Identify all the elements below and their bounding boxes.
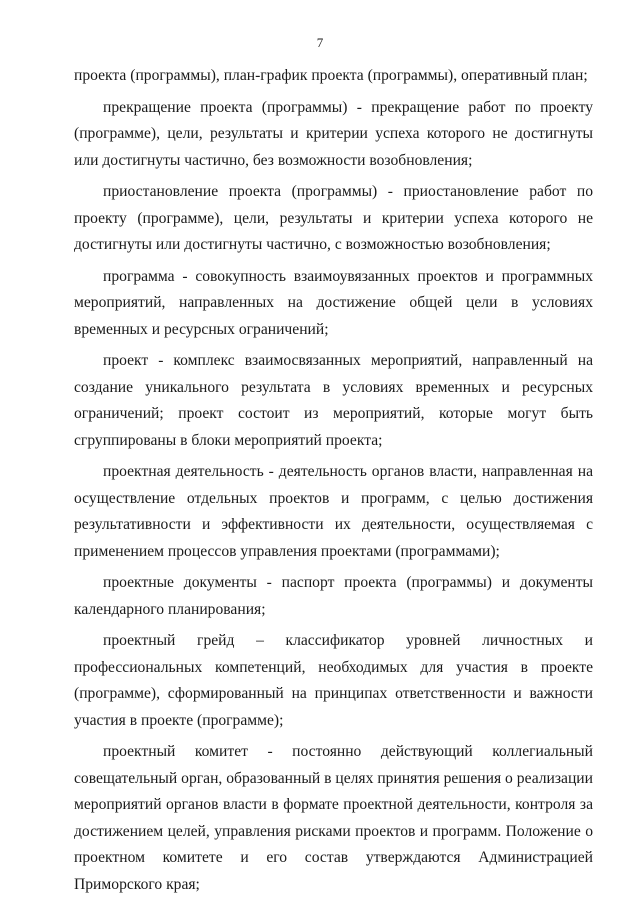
paragraph-project-documents-definition: проектные документы - паспорт проекта (программы) и документы календарного планирования; — [74, 574, 593, 618]
paragraph-suspension-definition: приостановление проекта (программы) - приостановление работ по проекту (программе), цели, результаты и критерии успеха которого не достигнуты или достигнуты частично, с возможностью возобновления; — [74, 183, 593, 253]
page-number: 7 — [316, 35, 324, 50]
paragraph-program-definition: программа - совокупность взаимоувязанных проектов и программных мероприятий, направленных на достижение общей цели в условиях временных и ресурсных ограничений; — [74, 267, 593, 338]
paragraph-project-grade-definition: проектный грейд – классификатор уровней личностных и профессиональных компетенций, необходимых для участия в проекте (программе), сформированный на принципах ответственности и важности участия в проекте (программе); — [74, 632, 593, 729]
paragraph-continuation: проекта (программы), план-график проекта (программы), оперативный план; — [74, 67, 588, 84]
paragraph-project-definition: проект - комплекс взаимосвязанных мероприятий, направленный на создание уникального результата в условиях временных и ресурсных ограничений; проект состоит из мероприятий, которые могут быть сгруппированы в блоки мероприятий проекта; — [74, 352, 593, 449]
paragraph-project-activity-definition: проектная деятельность - деятельность органов власти, направленная на осуществление отдельных проектов и программ, с целью достижения результативности и эффективности их деятельности, осуществляемая с применением процессов управления проектами (программами); — [74, 463, 593, 560]
paragraph-termination-definition: прекращение проекта (программы) - прекращение работ по проекту (программе), цели, результаты и критерии успеха которого не достигнуты или достигнуты частично, без возможности возобновления; — [74, 98, 593, 169]
document-body — [74, 63, 593, 903]
paragraph-project-committee-definition: проектный комитет - постоянно действующий коллегиальный совещательный орган, образованный в целях принятия решения о реализации мероприятий органов власти в формате проектной деятельности, контроля за достижением целей, управления рисками проектов и программ. Положение о проектном комитете и его состав утверждаются Администрацией Приморского края; — [74, 743, 593, 893]
